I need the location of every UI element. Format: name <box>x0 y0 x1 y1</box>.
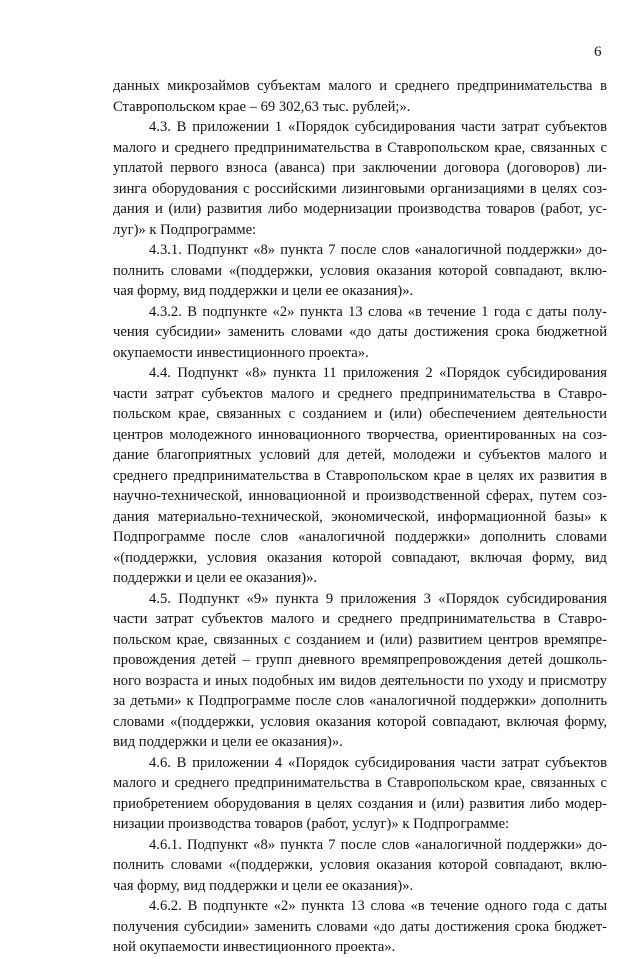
text-line: поддержки и цели ее оказания)». <box>113 570 318 586</box>
text-line: окупаемости инвестиционного проекта». <box>113 344 369 361</box>
text-line: низации производства товаров (работ, услуг)» к Подпрограмме: <box>113 816 510 832</box>
text-line: 4.6.1. Подпункт «8» пункта 7 после слов «аналогичной поддержки» до- <box>149 836 607 853</box>
text-line: Ставропольском крае – 69 302,63 тыс. рублей;». <box>113 98 411 115</box>
text-line: 4.5. Подпункт «9» пункта 9 приложения 3 «Порядок субсидирования <box>149 590 607 607</box>
text-line: 4.3.2. В подпункте «2» пункта 13 слова «в течение 1 года с даты полу- <box>149 303 607 320</box>
text-line: Подпрограмме после слов «аналогичной поддержки» дополнить словами <box>113 529 607 545</box>
text-line: малого и среднего предпринимательства в Ставропольском крае, связанных с <box>113 775 607 791</box>
text-line: полнить словами «(поддержки, условия оказания которой совпадают, вклю- <box>113 262 607 279</box>
text-line: дание благоприятных условий для детей, молодежи и субъектов малого и <box>113 447 607 463</box>
text-line: части затрат субъектов малого и среднего предпринимательства в Ставро- <box>113 611 607 627</box>
text-line: 4.4. Подпункт «8» пункта 11 приложения 2 «Порядок субсидирования <box>149 365 607 381</box>
text-line: польском крае, связанных с созданием и (или) обеспечением деятельности <box>113 406 607 422</box>
text-line: 4.6. В приложении 4 «Порядок субсидирования части затрат субъектов <box>149 754 607 771</box>
text-line: дания и (или) развития либо модернизации производства товаров (работ, ус- <box>113 201 607 217</box>
page-number: 6 <box>594 44 602 60</box>
text-line: ного возраста и иных подобных им видов деятельности по уходу и присмотру <box>113 672 607 689</box>
text-line: провождения детей – групп дневного времяпрепровождения детей дошколь- <box>113 652 607 668</box>
text-line: части затрат субъектов малого и среднего предпринимательства в Ставро- <box>113 385 607 402</box>
text-line: получения субсидии» заменить словами «до даты достижения срока бюджет- <box>113 918 607 935</box>
body-text <box>113 76 607 958</box>
text-line: уплатой первого взноса (аванса) при заключении договора (договоров) ли- <box>113 160 607 176</box>
text-line: чения субсидии» заменить словами «до даты достижения срока бюджетной <box>113 324 607 340</box>
text-line: 4.3. В приложении 1 «Порядок субсидирования части затрат субъектов <box>149 119 607 135</box>
text-line: 4.3.1. Подпункт «8» пункта 7 после слов «аналогичной поддержки» до- <box>149 242 607 258</box>
text-line: вид поддержки и цели ее оказания)». <box>113 734 343 750</box>
text-line: чая форму, вид поддержки и цели ее оказания)». <box>113 283 414 299</box>
text-line: малого и среднего предпринимательства в Ставропольском крае, связанных с <box>113 139 607 156</box>
text-line: зинга оборудования с российскими лизинговыми организациями в целях соз- <box>113 180 607 197</box>
text-line: научно-технической, инновационной и производственной сферах, путем соз- <box>113 488 607 504</box>
text-line: словами «(поддержки, условия оказания которой совпадают, включая форму, <box>113 713 607 730</box>
text-line: дания материально-технической, экономической, информационной базы» к <box>113 508 607 525</box>
text-line: среднего предпринимательства в Ставропольском крае в целях их развития в <box>113 467 607 484</box>
text-line: центров молодежного инновационного творчества, ориентированных на соз- <box>113 426 607 443</box>
text-line: ной окупаемости инвестиционного проекта». <box>113 939 396 955</box>
text-line: чая форму, вид поддержки и цели ее оказания)». <box>113 877 414 894</box>
text-line: за детьми» к Подпрограмме после слов «аналогичной поддержки» дополнить <box>113 693 607 709</box>
text-line: 4.6.2. В подпункте «2» пункта 13 слова «в течение одного года с даты <box>149 898 607 914</box>
text-line: «(поддержки, условия оказания которой совпадают, включая форму, вид <box>113 549 607 566</box>
text-line: приобретением оборудования в целях создания и (или) развития либо модер- <box>113 795 607 812</box>
text-line: полнить словами «(поддержки, условия оказания которой совпадают, вклю- <box>113 857 607 873</box>
text-line: луг)» к Подпрограмме: <box>113 221 257 238</box>
text-line: польском крае, связанных с созданием и (или) развитием центров времяпре- <box>113 631 607 648</box>
text-line: данных микрозаймов субъектам малого и среднего предпринимательства в <box>113 78 607 94</box>
